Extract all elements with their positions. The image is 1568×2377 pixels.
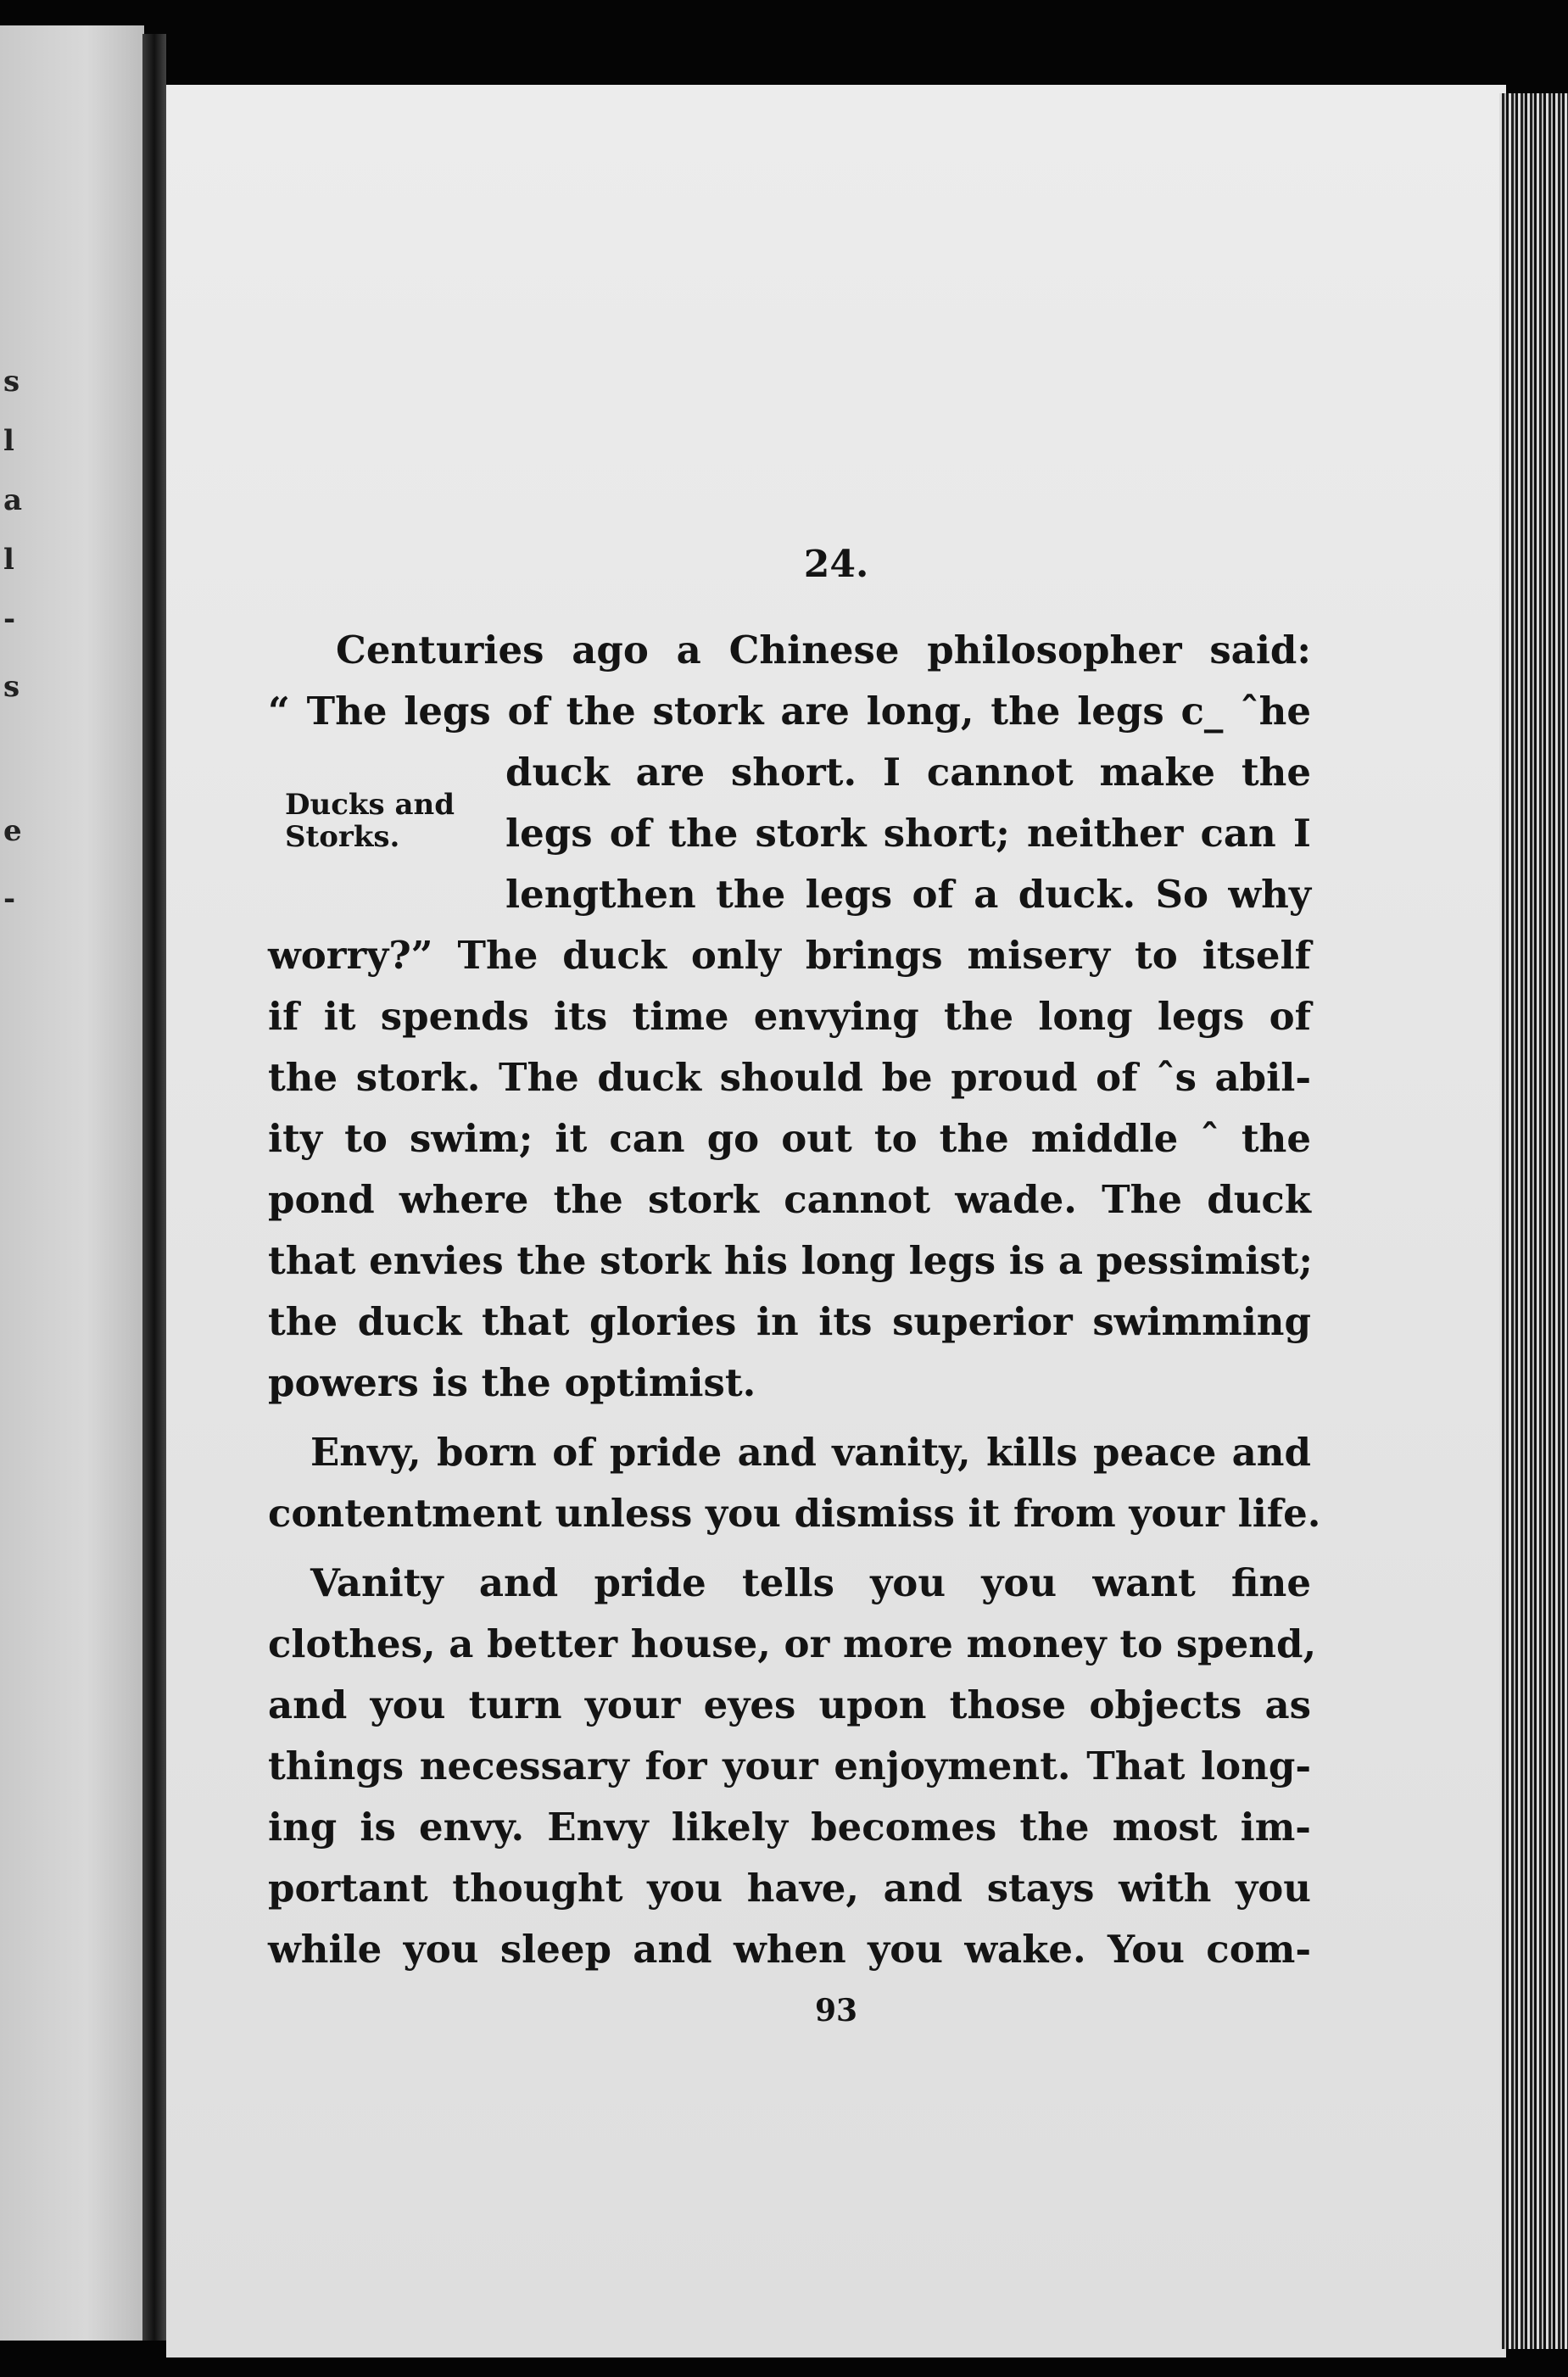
text-line: Envy, born of pride and vanity, kills peace and <box>310 1430 1311 1475</box>
text-line: the stork. The duck should be proud of ˆs abil- <box>268 1055 1311 1100</box>
text-line: ing is envy. Envy likely becomes the most im- <box>268 1805 1311 1850</box>
margin-note <box>285 789 455 853</box>
text-line: Centuries ago a Chinese philosopher said: <box>336 628 1311 672</box>
previous-page-edge <box>0 25 144 2341</box>
book-page <box>166 85 1506 2357</box>
text-line: “ The legs of the stork are long, the legs c_ ˆhe <box>268 689 1311 734</box>
text-line: Vanity and pride tells you you want fine <box>310 1560 1311 1605</box>
margin-note-line: Ducks and <box>285 788 455 822</box>
text-line: things necessary for your enjoyment. That long- <box>268 1744 1311 1788</box>
previous-page-fragment: e <box>3 814 22 848</box>
page-number: 93 <box>814 1993 858 2028</box>
text-line: lengthen the legs of a duck. So why <box>505 872 1311 917</box>
text-line: pond where the stork cannot wade. The duck <box>268 1177 1311 1222</box>
text-line: powers is the optimist. <box>268 1360 756 1405</box>
previous-page-fragment: - <box>3 602 16 636</box>
text-line: if it spends its time envying the long legs of <box>268 994 1311 1039</box>
previous-page-fragment: a <box>3 483 23 517</box>
text-line: legs of the stork short; neither can I <box>505 811 1311 856</box>
text-line: contentment unless you dismiss it from your life. <box>268 1491 1321 1536</box>
text-line: clothes, a better house, or more money to spend, <box>268 1621 1317 1666</box>
previous-page-fragment: s <box>3 365 20 399</box>
margin-note-line: Storks. <box>285 820 400 854</box>
text-line: while you sleep and when you wake. You com- <box>268 1927 1311 1972</box>
previous-page-fragment: l <box>3 424 14 458</box>
section-number: 24. <box>803 543 869 586</box>
text-line: duck are short. I cannot make the <box>505 750 1311 795</box>
previous-page-fragment: - <box>3 882 16 916</box>
book-gutter <box>142 34 166 2341</box>
text-line: the duck that glories in its superior swimming <box>268 1299 1311 1344</box>
page-stack-edge <box>1499 93 1568 2349</box>
previous-page-fragment: s <box>3 670 20 704</box>
text-line: and you turn your eyes upon those objects as <box>268 1682 1311 1727</box>
text-line: ity to swim; it can go out to the middle ˆ the <box>268 1116 1311 1161</box>
text-line: that envies the stork his long legs is a pessimist; <box>268 1238 1314 1283</box>
text-line: portant thought you have, and stays with you <box>268 1866 1311 1911</box>
previous-page-fragment: l <box>3 543 14 577</box>
text-line: worry?” The duck only brings misery to itself <box>268 933 1311 978</box>
